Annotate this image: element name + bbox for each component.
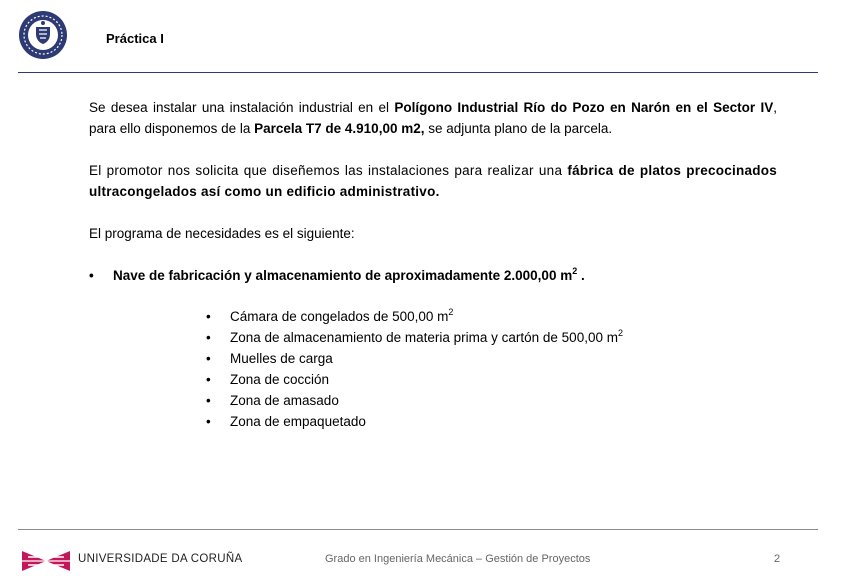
location-text: Polígono Industrial Río do Pozo en Narón en el Sector IV [394,100,774,115]
footer-course: Grado en Ingeniería Mecánica – Gestión de Proyectos [325,553,591,565]
text-segment: El promotor nos solicita que diseñemos las instalaciones para realizar una [89,163,568,178]
program-paragraph [89,223,777,244]
factory-zones-list [206,306,623,432]
text-segment: Se desea instalar una instalación industrial en el [89,100,395,115]
university-seal-icon [18,10,68,60]
text-segment: se adjunta plano de la parcela. [424,121,613,136]
text-segment: El programa de necesidades es el siguiente: [89,226,355,241]
bullet-icon: • [89,268,94,283]
bullet-icon: • [206,309,211,324]
footer-university-name: UNIVERSIDADE DA CORUÑA [78,553,243,565]
list-item [206,327,623,348]
requirements-list [89,265,777,286]
list-item [206,306,623,327]
footer-divider [18,529,818,530]
bullet-icon: • [206,414,211,429]
request-paragraph [89,160,777,202]
header-divider [18,72,818,73]
list-item [206,369,623,390]
list-item-text: Zona de cocción [230,372,330,387]
list-item-suffix: . [577,268,585,283]
page-title: Práctica I [106,31,164,46]
parcel-text: Parcela T7 de 4.910,00 m2, [254,121,425,136]
factory-text: fábrica de platos precocinados ultracongelados así como un edificio administrativo. [89,163,778,199]
page-number: 2 [774,553,781,565]
udc-logo-icon [20,547,72,575]
list-item-text: Nave de fabricación y almacenamiento de aproximadamente 2.000,00 m [113,268,573,283]
superscript: 2 [448,307,454,317]
superscript: 2 [572,266,578,276]
list-item-text: Zona de empaquetado [230,414,366,429]
intro-paragraph [89,97,777,139]
list-item-text: Zona de almacenamiento de materia prima y cartón de 500,00 m [230,330,618,345]
list-item [206,348,623,369]
list-item [206,411,623,432]
slide-body [89,97,777,286]
list-item-text: Zona de amasado [230,393,339,408]
bullet-icon: • [206,393,211,408]
text-segment: , para ello disponemos de la [89,100,777,136]
bullet-icon: • [206,330,211,345]
list-item-text: Cámara de congelados de 500,00 m [230,309,449,324]
list-item [206,390,623,411]
bullet-icon: • [206,372,211,387]
list-item-text: Muelles de carga [230,351,333,366]
bullet-icon: • [206,351,211,366]
superscript: 2 [617,328,623,338]
list-item [89,265,777,286]
